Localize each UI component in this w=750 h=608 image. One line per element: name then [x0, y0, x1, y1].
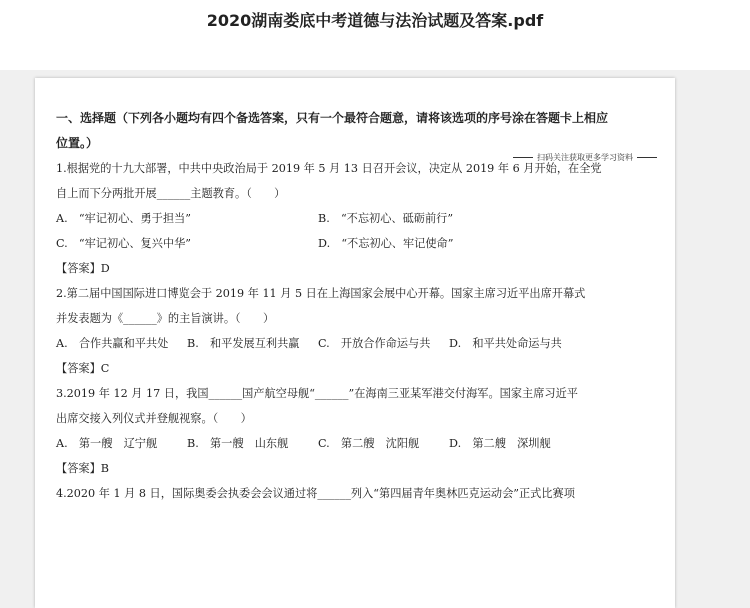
document-title: 2020湖南娄底中考道德与法治试题及答案.pdf — [206, 11, 544, 30]
answer-2: 【答案】C — [56, 362, 110, 375]
section-title-cont: 位置。） — [56, 136, 99, 150]
option-d: D. 和平共处命运与共 — [449, 337, 562, 350]
title-bar — [0, 0, 750, 70]
option-c: C. 开放合作命运与共 — [318, 337, 431, 350]
question-3-options — [56, 431, 596, 456]
question-2-line-1: 2.第二届中国国际进口博览会于 2019 年 11 月 5 日在上海国家会展中心开幕。国家主席习近平出席开幕式 — [56, 287, 586, 300]
option-c: C. “牢记初心、复兴中华” — [56, 237, 192, 250]
option-a: A. 合作共赢和平共处 — [56, 337, 169, 350]
question-1-options-row-1 — [56, 206, 596, 231]
option-a: A. “牢记初心、勇于担当” — [56, 212, 191, 225]
option-a: A. 第一艘 辽宁舰 — [56, 437, 158, 450]
option-b: B. “不忘初心、砥砺前行” — [318, 212, 454, 225]
question-1-line-2: 自上而下分两批开展______主题教育。（ ） — [56, 187, 286, 200]
answer-3: 【答案】B — [56, 462, 109, 475]
question-2-line-2: 并发表题为《______》的主旨演讲。（ ） — [56, 312, 275, 325]
option-c: C. 第二艘 沈阳舰 — [318, 437, 420, 450]
section-title: 一、选择题（下列各小题均有四个备选答案，只有一个最符合题意，请将该选项的序号涂在答题卡上相应 — [56, 111, 609, 125]
header-note-text: 扫码关注获取更多学习资料 — [537, 153, 633, 162]
question-2-options — [56, 331, 596, 356]
page-content — [56, 106, 609, 506]
question-4-line-1: 4.2020 年 1 月 8 日，国际奥委会执委会会议通过将______列入“第四届青年奥林匹克运动会”正式比赛项 — [56, 487, 575, 500]
question-1-line-1: 1.根据党的十九大部署，中共中央政治局于 2019 年 5 月 13 日召开会议，决定从 2019 年 6 月开始，在全党 — [56, 162, 602, 175]
option-d: D. “不忘初心、牢记使命” — [318, 237, 454, 250]
question-3-line-1: 3.2019 年 12 月 17 日，我国______国产航空母舰“______”在海南三亚某军港交付海军。国家主席习近平 — [56, 387, 578, 400]
option-d: D. 第二艘 深圳舰 — [449, 437, 551, 450]
header-rule-right — [637, 157, 657, 158]
option-b: B. 和平发展互利共赢 — [187, 337, 300, 350]
option-b: B. 第一艘 山东舰 — [187, 437, 289, 450]
answer-1: 【答案】D — [56, 262, 110, 275]
question-3-line-2: 出席交接入列仪式并登舰视察。（ ） — [56, 412, 252, 425]
question-1-options-row-2 — [56, 231, 596, 256]
